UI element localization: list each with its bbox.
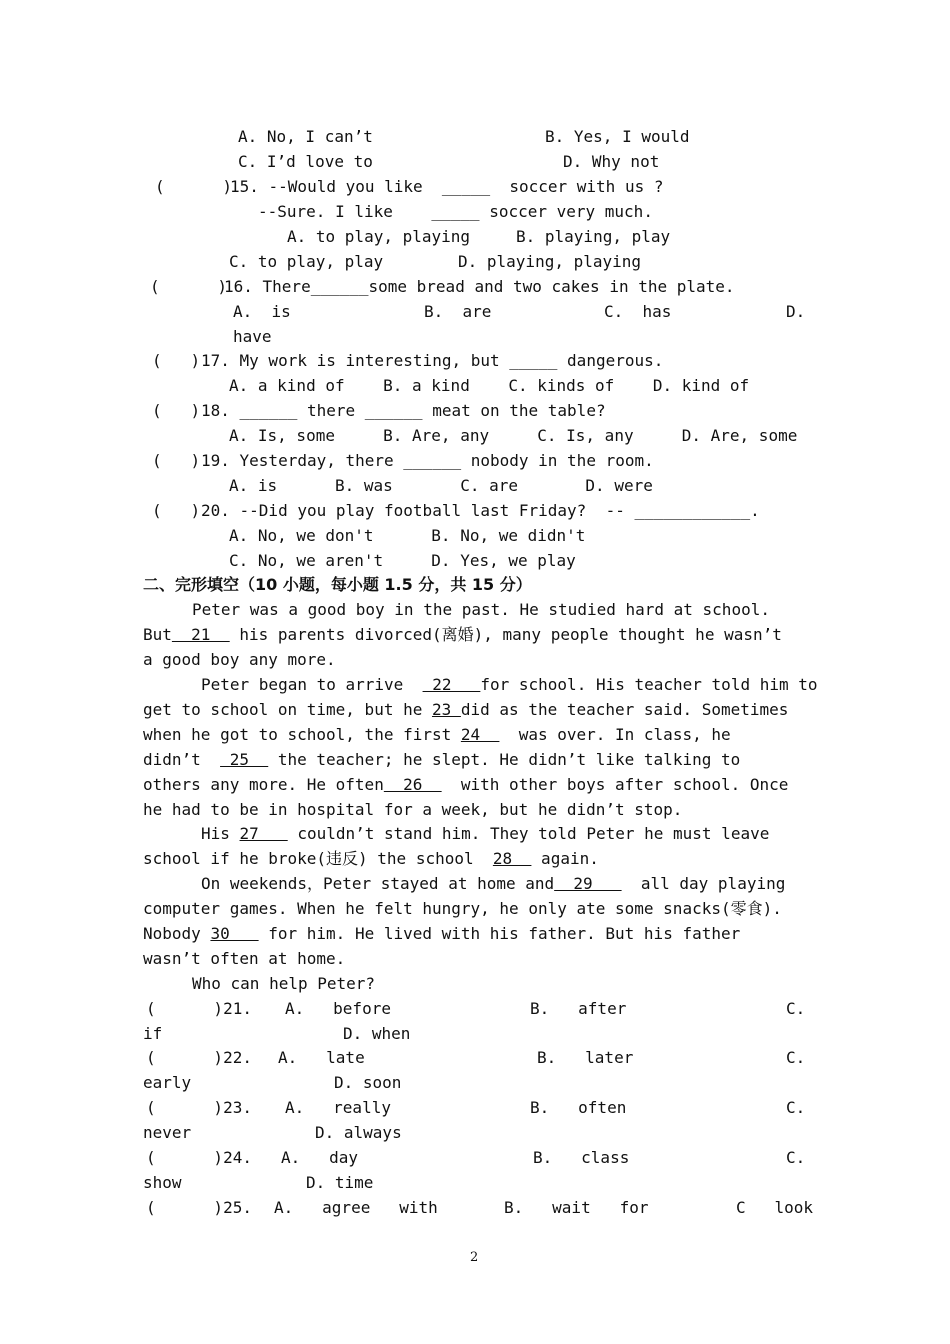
- passage-line: computer games. When he felt hungry, he only ate some snacks(零食).: [143, 899, 782, 918]
- q19-stem: 19. Yesterday, there ______ nobody in the room.: [201, 451, 654, 470]
- passage-line: others any more. He often 26 with other boys after school. Once: [143, 775, 789, 794]
- cloze-option-b: B. often: [530, 1098, 627, 1117]
- q18-options: A. Is, some B. Are, any C. Is, any D. Are, some: [229, 426, 798, 445]
- cloze-option-c: C.: [786, 1148, 806, 1167]
- q17-options: A. a kind of B. a kind C. kinds of D. kind of: [229, 376, 750, 395]
- blank-29[interactable]: 29: [554, 874, 622, 893]
- passage-line: On weekends，Peter stayed at home and 29 all day playing: [201, 874, 786, 893]
- passage-line: wasn’t often at home.: [143, 949, 346, 968]
- cloze-option-a: A. late: [278, 1048, 365, 1067]
- cloze-option-d: D. when: [343, 1024, 411, 1043]
- q20-options-row1: A. No, we don't B. No, we didn't: [229, 526, 586, 545]
- answer-bracket[interactable]: ( ): [155, 177, 233, 196]
- q16-option-c: C. has: [604, 302, 672, 321]
- passage-line: get to school on time, but he 23 did as the teacher said. Sometimes: [143, 700, 789, 719]
- cloze-option-d: D. always: [315, 1123, 402, 1142]
- q18-stem: 18. ______ there ______ meat on the table?: [201, 401, 606, 420]
- q15-option-c: C. to play, play: [229, 252, 384, 271]
- q16-option-a: A. is: [233, 302, 291, 321]
- blank-28[interactable]: 28: [492, 849, 532, 868]
- passage-line: His 27 couldn’t stand him. They told Peter he must leave: [201, 824, 770, 843]
- passage-line: when he got to school, the first 24 was over. In class, he: [143, 725, 731, 744]
- cloze-option-c-text: early: [143, 1073, 192, 1092]
- answer-bracket[interactable]: ( )21.: [146, 999, 252, 1018]
- passage-line: But 21 his parents divorced(离婚), many people thought he wasn’t: [143, 625, 782, 644]
- q14-option-c: C. I’d love to: [238, 152, 373, 171]
- answer-bracket[interactable]: ( )22.: [146, 1048, 252, 1067]
- blank-21[interactable]: 21: [171, 625, 230, 644]
- q20-stem: 20. --Did you play football last Friday? -- ____________.: [201, 501, 760, 520]
- cloze-option-b: B. wait for: [504, 1198, 649, 1217]
- answer-bracket[interactable]: ( ): [152, 451, 201, 470]
- passage-line: Who can help Peter?: [192, 974, 376, 993]
- cloze-option-a: A. agree with: [274, 1198, 438, 1217]
- cloze-option-c: C.: [786, 999, 806, 1018]
- cloze-option-c: C.: [786, 1048, 806, 1067]
- q14-option-d: D. Why not: [563, 152, 660, 171]
- q15-option-a: A. to play, playing: [287, 227, 471, 246]
- q15-option-b: B. playing, play: [516, 227, 671, 246]
- cloze-option-b: B. later: [537, 1048, 634, 1067]
- q20-options-row2: C. No, we aren't D. Yes, we play: [229, 551, 576, 570]
- q15-option-d: D. playing, playing: [458, 252, 642, 271]
- q17-stem: 17. My work is interesting, but _____ dangerous.: [201, 351, 664, 370]
- cloze-option-c: C.: [786, 1098, 806, 1117]
- section-heading: 二、完形填空（10 小题，每小题 1.5 分，共 15 分）: [143, 575, 532, 594]
- passage-line: didn’t 25 the teacher; he slept. He didn’t like talking to: [143, 750, 741, 769]
- passage-line: Peter began to arrive 22 for school. His teacher told him to: [201, 675, 818, 694]
- q16-option-b: B. are: [424, 302, 492, 321]
- blank-25[interactable]: 25: [220, 750, 269, 769]
- blank-22[interactable]: 22: [422, 675, 481, 694]
- cloze-option-b: B. class: [533, 1148, 630, 1167]
- cloze-option-a: A. really: [285, 1098, 391, 1117]
- passage-line: Peter was a good boy in the past. He studied hard at school.: [192, 600, 770, 619]
- cloze-option-c-text: show: [143, 1173, 182, 1192]
- blank-30[interactable]: 30: [210, 924, 259, 943]
- q16-stem: 16. There______some bread and two cakes in the plate.: [224, 277, 735, 296]
- answer-bracket[interactable]: ( ): [152, 351, 201, 370]
- page-number: 2: [470, 1250, 479, 1265]
- q14-option-b: B. Yes, I would: [545, 127, 690, 146]
- answer-bracket[interactable]: ( )24.: [146, 1148, 252, 1167]
- cloze-option-d: D. time: [306, 1173, 374, 1192]
- blank-26[interactable]: 26: [383, 775, 442, 794]
- cloze-option-b: B. after: [530, 999, 627, 1018]
- cloze-option-c-text: if: [143, 1024, 163, 1043]
- answer-bracket[interactable]: ( )23.: [146, 1098, 252, 1117]
- answer-bracket[interactable]: ( ): [152, 401, 201, 420]
- blank-24[interactable]: 24: [460, 725, 500, 744]
- q14-option-a: A. No, I can’t: [238, 127, 373, 146]
- passage-line: he had to be in hospital for a week, but he didn’t stop.: [143, 800, 683, 819]
- answer-bracket[interactable]: ( )25.: [146, 1198, 252, 1217]
- passage-line: Nobody 30 for him. He lived with his father. But his father: [143, 924, 741, 943]
- answer-bracket[interactable]: ( ): [150, 277, 228, 296]
- q16-option-d: D.: [786, 302, 806, 321]
- answer-bracket[interactable]: ( ): [152, 501, 201, 520]
- cloze-option-a: A. before: [285, 999, 391, 1018]
- q15-stem-reply: --Sure. I like _____ soccer very much.: [258, 202, 653, 221]
- q15-stem: 15. --Would you like _____ soccer with us ?: [230, 177, 664, 196]
- passage-line: school if he broke(违反) the school 28 again.: [143, 849, 599, 868]
- cloze-option-c: C look: [736, 1198, 814, 1217]
- cloze-option-c-text: never: [143, 1123, 192, 1142]
- q16-option-d-text: have: [233, 327, 272, 346]
- passage-line: a good boy any more.: [143, 650, 336, 669]
- blank-27[interactable]: 27: [239, 824, 288, 843]
- cloze-option-a: A. day: [281, 1148, 359, 1167]
- blank-23[interactable]: 23: [431, 700, 461, 719]
- q19-options: A. is B. was C. are D. were: [229, 476, 653, 495]
- cloze-option-d: D. soon: [334, 1073, 402, 1092]
